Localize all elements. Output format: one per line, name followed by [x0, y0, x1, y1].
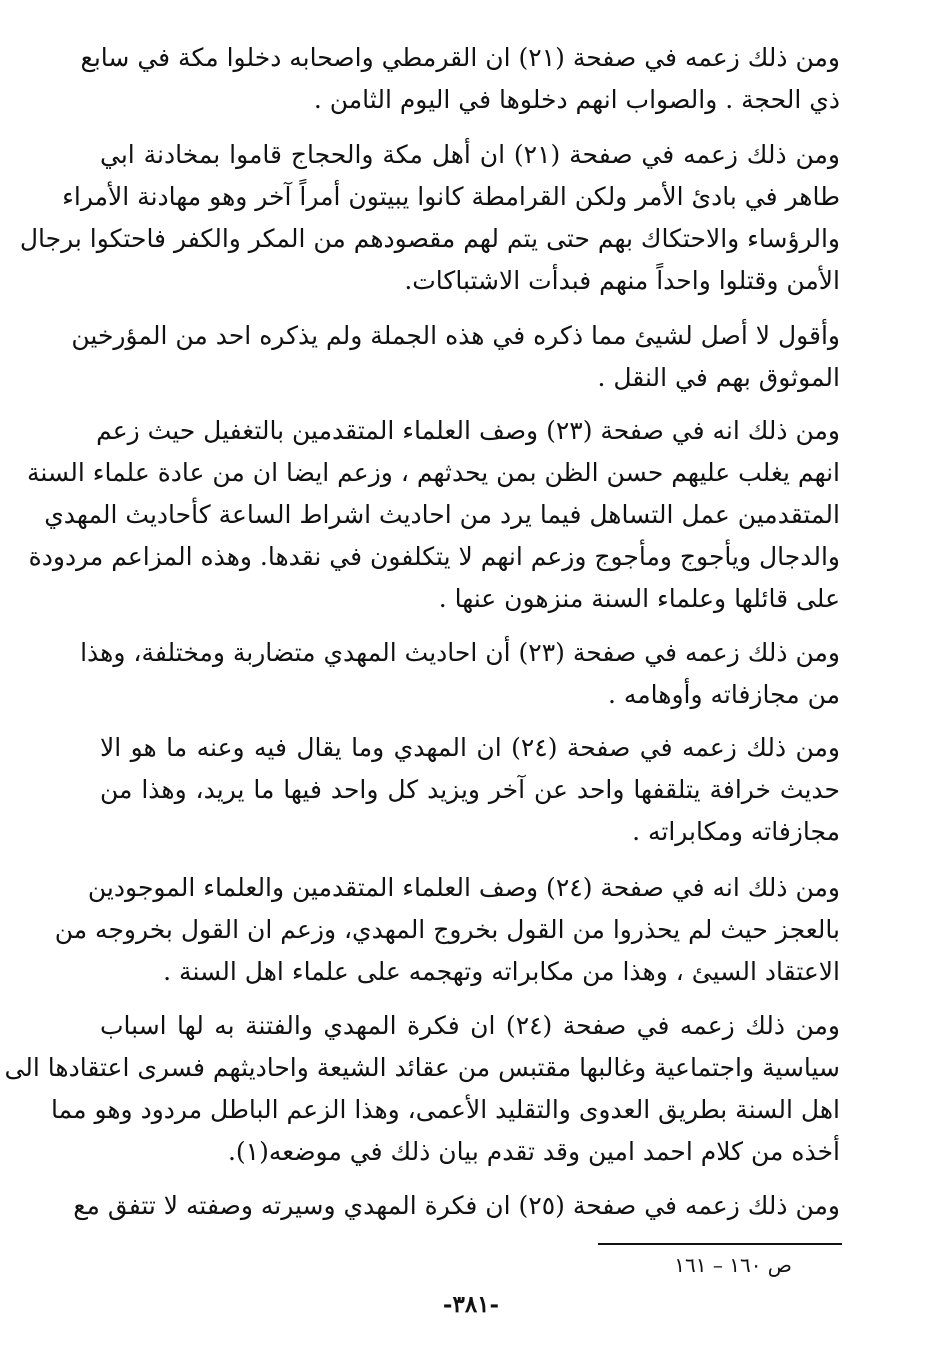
text-line: ومن ذلك زعمه في صفحة (٢١) ان أهل مكة والحجاج قاموا بمخادنة ابي [100, 140, 840, 169]
text-line: ومن ذلك زعمه في صفحة (٢٣) أن احاديث المهدي متضاربة ومختلفة، وهذا [80, 638, 840, 667]
text-line: والدجال ويأجوج ومأجوج وزعم انهم لا يتكلفون في نقدها. وهذه المزاعم مردودة [28, 542, 840, 571]
text-line: ومن ذلك زعمه في صفحة (٢٤) ان فكرة المهدي والفتنة به لها اسباب [100, 1011, 840, 1040]
text-line: ذي الحجة . والصواب انهم دخلوها في اليوم الثامن . [313, 85, 840, 114]
text-line: وأقول لا أصل لشيئ مما ذكره في هذه الجملة ولم يذكره احد من المؤرخين [71, 321, 840, 350]
text-line: بالعجز حيث لم يحذروا من القول بخروج المهدي، وزعم ان القول بخروجه من [54, 915, 840, 944]
text-line: ومن ذلك زعمه في صفحة (٢٥) ان فكرة المهدي وسيرته وصفته لا تتفق مع [73, 1191, 840, 1220]
text-line: اهل السنة بطريق العدوى والتقليد الأعمى، وهذا الزعم الباطل مردود وهو مما [51, 1095, 840, 1124]
text-line: حديث خرافة يتلقفها واحد عن آخر ويزيد كل واحد فيها ما يريد، وهذا من [100, 775, 840, 804]
text-line: ومن ذلك انه في صفحة (٢٣) وصف العلماء المتقدمين بالتغفيل حيث زعم [96, 416, 840, 445]
text-line: الموثوق بهم في النقل . [597, 363, 840, 392]
text-line: الاعتقاد السيئ ، وهذا من مكابراته وتهجمه على علماء اهل السنة . [163, 957, 840, 986]
footnote: ص ١٦٠ – ١٦١ [674, 1253, 792, 1277]
text-line: الأمن وقتلوا واحداً منهم فبدأت الاشتباكات. [404, 266, 840, 295]
text-line: انهم يغلب عليهم حسن الظن بمن يحدثهم ، وزعم ايضا ان من عادة علماء السنة [26, 458, 840, 487]
text-line: سياسية واجتماعية وغالبها مقتبس من عقائد الشيعة واحاديثهم فسرى اعتقادها الى [4, 1053, 840, 1082]
text-line: ومن ذلك زعمه في صفحة (٢١) ان القرمطي واصحابه دخلوا مكة في سابع [80, 43, 840, 72]
page-number: -٣٨١- [442, 1291, 500, 1318]
text-line: ومن ذلك زعمه في صفحة (٢٤) ان المهدي وما يقال فيه وعنه ما هو الا [100, 733, 841, 762]
text-line: على قائلها وعلماء السنة منزهون عنها . [438, 584, 840, 613]
text-line: ومن ذلك انه في صفحة (٢٤) وصف العلماء المتقدمين والعلماء الموجودين [87, 873, 840, 902]
text-line: من مجازفاته وأوهامه . [607, 680, 840, 709]
text-line: مجازفاته ومكابراته . [632, 817, 840, 846]
text-line: والرؤساء والاحتكاك بهم حتى يتم لهم مقصودهم من المكر والكفر فاحتكوا برجال [19, 224, 840, 253]
text-line: طاهر في بادئ الأمر ولكن القرامطة كانوا يبيتون أمراً آخر وهو مهادنة الأمراء [62, 182, 840, 211]
text-line: أخذه من كلام احمد امين وقد تقدم بيان ذلك في موضعه(١). [227, 1137, 840, 1166]
text-line: المتقدمين عمل التساهل فيما يرد من احاديث اشراط الساعة كأحاديث المهدي [44, 500, 840, 529]
footnote-divider [598, 1243, 842, 1245]
